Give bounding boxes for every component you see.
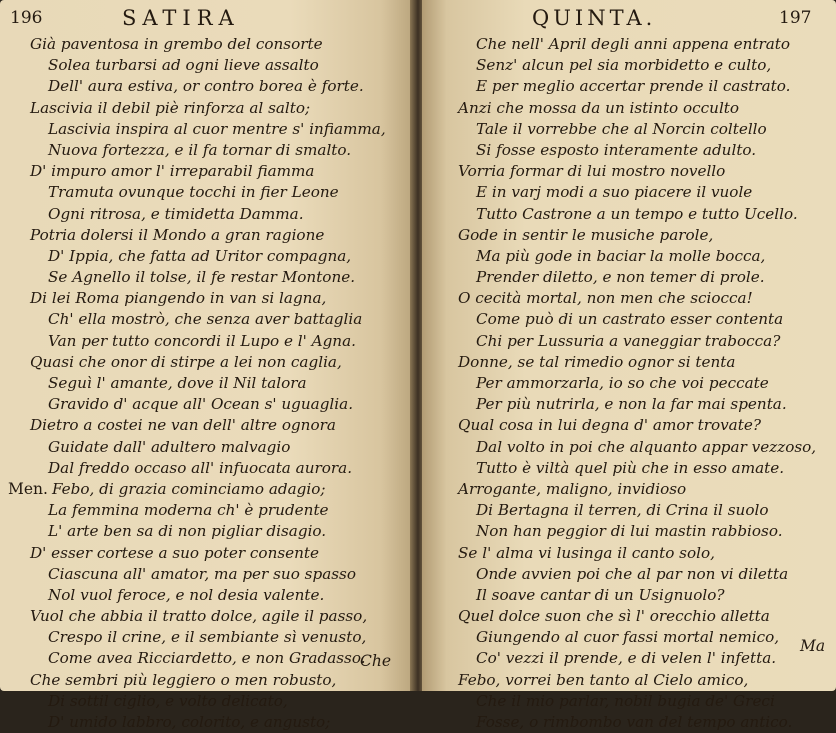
verse-line: Tutto è viltà quel più che in esso amate. bbox=[476, 458, 785, 477]
verse-line: Febo, vorrei ben tanto al Cielo amico, bbox=[458, 670, 749, 689]
verse-line: Anzi che mossa da un istinto occulto bbox=[458, 98, 740, 117]
verse-line: Senz' alcun pel sia morbidetto e culto, bbox=[476, 56, 772, 75]
verse-line: D' umido labbro, colorito, e angusto; bbox=[48, 713, 331, 731]
verse-line: Che il mio parlar, nobil bugia de' Greci bbox=[476, 691, 775, 710]
verse-line bbox=[0, 479, 414, 500]
verse-line: Che nell' April degli anni appena entrato bbox=[476, 35, 791, 53]
verse-line: D' Ippia, che fatta ad Uritor compagna, bbox=[48, 246, 352, 265]
verse-line: Lascivia il debil piè rinforza al salto; bbox=[30, 98, 311, 117]
verse-line: Già paventosa in grembo del consorte bbox=[30, 35, 323, 53]
verse-line: Quasi che onor di stirpe a lei non caglia, bbox=[30, 352, 342, 371]
verse-line: Di Bertagna il terren, di Crina il suolo bbox=[476, 501, 769, 520]
verse-line: E per meglio accertar prende il castrato. bbox=[476, 77, 791, 96]
verse-line: Giungendo al cuor fassi mortal nemico, bbox=[476, 628, 780, 647]
verse-line: Tutto Castrone a un tempo e tutto Ucello. bbox=[476, 204, 798, 223]
verse-line: Dal volto in poi che alquanto appar vezzoso, bbox=[476, 437, 817, 456]
verse-line: Tale il vorrebbe che al Norcin coltello bbox=[476, 119, 767, 138]
verse-line: Ogni ritrosa, e timidetta Damma. bbox=[48, 204, 304, 223]
verse-line: Per più nutrirla, e non la far mai spenta. bbox=[476, 395, 787, 414]
verse-line: Gravido d' acque all' Ocean s' uguaglia. bbox=[48, 395, 354, 414]
verse-line: Co' vezzi il prende, e di velen l' infetta. bbox=[476, 649, 777, 668]
verse-line: Nol vuol feroce, e nol desia valente. bbox=[48, 585, 325, 604]
verse-line: Dietro a costei ne van dell' altre ognora bbox=[30, 416, 336, 435]
verse-line: Se l' alma vi lusinga il canto solo, bbox=[458, 543, 715, 562]
verse-line: Come avea Ricciardetto, e non Gradasso. bbox=[48, 649, 366, 668]
verse-line: Vorria formar di lui mostro novello bbox=[458, 162, 726, 181]
verse-block bbox=[422, 34, 836, 733]
verse-line: Onde avvien poi che al par non vi diletta bbox=[476, 564, 789, 583]
verse-line: D' esser cortese a suo poter consente bbox=[30, 543, 320, 562]
verse-line: Guidate dall' adultero malvagio bbox=[48, 437, 291, 456]
verse-line: Arrogante, maligno, invidioso bbox=[458, 479, 687, 498]
verse-line: Si fosse esposto interamente adulto. bbox=[476, 140, 757, 159]
verse-line: Tramuta ovunque tocchi in fier Leone bbox=[48, 183, 339, 202]
verse-line: Dell' aura estiva, or contro borea è forte. bbox=[48, 77, 364, 96]
verse-line: Nuova fortezza, e il fa tornar di smalto. bbox=[48, 140, 352, 159]
verse-line: Fosse, o rimbombo van del tempo antico. bbox=[476, 713, 793, 731]
verse-line: Non han peggior di lui mastin rabbioso. bbox=[476, 522, 783, 541]
page-number: 197 bbox=[779, 8, 812, 28]
verse-line: Solea turbarsi ad ogni lieve assalto bbox=[48, 56, 319, 75]
verse-line: Seguì l' amante, dove il Nil talora bbox=[48, 374, 307, 392]
verse-line: O cecità mortal, non men che sciocca! bbox=[458, 289, 753, 308]
verse-line: Ma più gode in baciar la molle bocca, bbox=[476, 246, 766, 265]
catchword: Ma bbox=[800, 637, 826, 655]
verse-line: Gode in sentir le musiche parole, bbox=[458, 225, 714, 244]
speaker-label: Men. bbox=[8, 479, 48, 498]
verse-line: L' arte ben sa di non pigliar disagio. bbox=[48, 522, 327, 541]
verse-line: Ch' ella mostrò, che senza aver battaglia bbox=[48, 310, 363, 329]
page-number: 196 bbox=[10, 8, 43, 28]
verse-line: Donne, se tal rimedio ognor si tenta bbox=[458, 352, 736, 371]
verse-line: Come può di un castrato esser contenta bbox=[476, 310, 784, 329]
verse-line: Chi per Lussuria a vaneggiar trabocca? bbox=[476, 331, 781, 350]
verse-line: Van per tutto concordi il Lupo e l' Agna. bbox=[48, 331, 356, 350]
left-page bbox=[0, 0, 414, 731]
verse-line: Ciascuna all' amator, ma per suo spasso bbox=[48, 564, 356, 583]
verse-line: Quel dolce suon che sì l' orecchio alletta bbox=[458, 607, 770, 626]
verse-line: E in varj modi a suo piacere il vuole bbox=[476, 183, 753, 202]
verse-line: Vuol che abbia il tratto dolce, agile il passo, bbox=[30, 607, 368, 626]
verse-line: Potria dolersi il Mondo a gran ragione bbox=[30, 225, 325, 244]
verse-line: La femmina moderna ch' è prudente bbox=[48, 501, 329, 520]
verse-line: Il soave cantar di un Usignuolo? bbox=[476, 585, 725, 604]
verse-line: Lascivia inspira al cuor mentre s' infiamma, bbox=[48, 119, 386, 138]
running-title: QUINTA. bbox=[532, 6, 657, 30]
verse-block bbox=[0, 34, 414, 733]
verse-line: Se Agnello il tolse, il fe restar Montone. bbox=[48, 268, 356, 287]
verse-line: D' impuro amor l' irreparabil fiamma bbox=[30, 162, 315, 181]
verse-line: Di sottil ciglio, e volto delicato, bbox=[48, 691, 288, 710]
verse-text: Febo, di grazia cominciamo adagio; bbox=[51, 479, 326, 498]
verse-line: Per ammorzarla, io so che voi peccate bbox=[476, 374, 769, 392]
right-page bbox=[422, 0, 836, 731]
verse-line: Dal freddo occaso all' infuocata aurora. bbox=[48, 458, 353, 477]
verse-line: Di lei Roma piangendo in van si lagna, bbox=[30, 289, 327, 308]
running-title: SATIRA bbox=[122, 6, 240, 30]
verse-line: Qual cosa in lui degna d' amor trovate? bbox=[458, 416, 761, 435]
catchword: Che bbox=[360, 652, 392, 670]
verse-line: Crespo il crine, e il sembiante sì venusto, bbox=[48, 628, 367, 647]
verse-line: Prender diletto, e non temer di prole. bbox=[476, 268, 765, 287]
verse-line: Che sembri più leggiero o men robusto, bbox=[30, 670, 337, 689]
